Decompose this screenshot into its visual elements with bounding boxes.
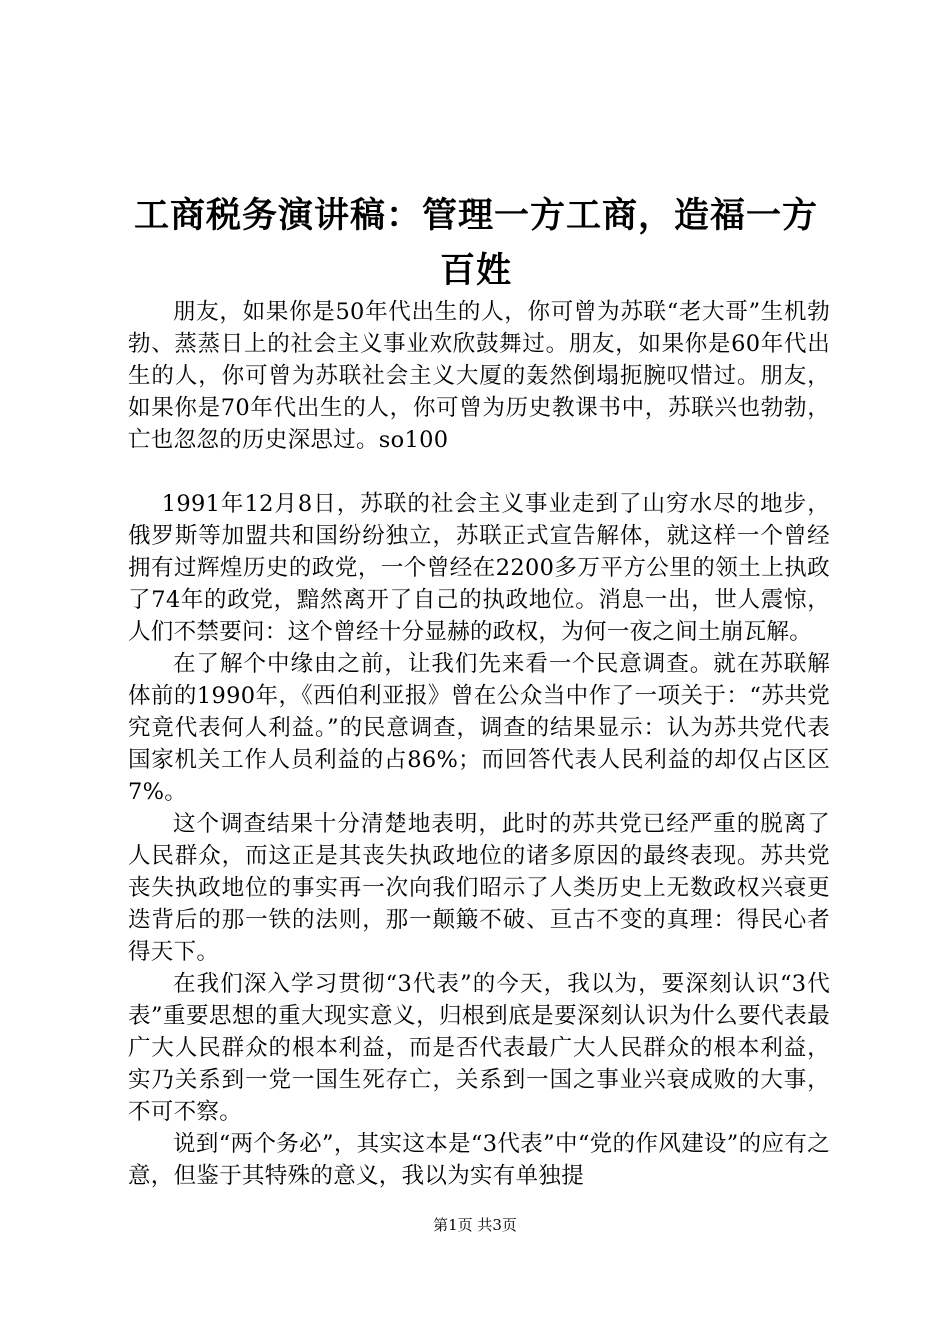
paragraph-4: 这个调查结果十分清楚地表明，此时的苏共党已经严重的脱离了人民群众，而这正是其丧失执政地位的诸多原因的最终表现。苏共党丧失执政地位的事实再一次向我们昭示了人类历史上无数政权兴衰更迭背后的那一铁的法则，那一颠簸不破、亘古不变的真理：得民心者得天下。 — [128, 811, 830, 965]
document-body — [128, 296, 830, 1192]
document-title: 工商税务演讲稿：管理一方工商，造福一方百姓 — [133, 195, 818, 291]
page-footer: 第1页 共3页 — [433, 1216, 517, 1234]
paragraph-2: 1991年12月8日，苏联的社会主义事业走到了山穷水尽的地步，俄罗斯等加盟共和国纷纷独立，苏联正式宣告解体，就这样一个曾经拥有过辉煌历史的政党，一个曾经在2200多万平方公里的领土上执政了74年的政党，黯然离开了自己的执政地位。消息一出，世人震惊，人们不禁要问：这个曾经十分显赫的政权，为何一夜之间土崩瓦解。 — [128, 491, 830, 645]
paragraph-1: 朋友，如果你是50年代出生的人，你可曾为苏联“老大哥”生机勃勃、蒸蒸日上的社会主义事业欢欣鼓舞过。朋友，如果你是60年代出生的人，你可曾为苏联社会主义大厦的轰然倒塌扼腕叹惜过。朋友，如果你是70年代出生的人，你可曾为历史教课书中，苏联兴也勃勃，亡也忽忽的历史深思过。so100 — [128, 299, 830, 453]
paragraph-3: 在了解个中缘由之前，让我们先来看一个民意调查。就在苏联解体前的1990年，《西伯利亚报》曾在公众当中作了一项关于：“苏共党究竟代表何人利益。”的民意调查，调查的结果显示：认为苏共党代表国家机关工作人员利益的占86%；而回答代表人民利益的却仅占区区7%。 — [128, 651, 830, 805]
paragraph-5: 在我们深入学习贯彻“3代表”的今天，我以为，要深刻认识“3代表”重要思想的重大现实意义，归根到底是要深刻认识为什么要代表最广大人民群众的根本利益，而是否代表最广大人民群众的根本利益，实乃关系到一党一国生死存亡，关系到一国之事业兴衰成败的大事，不可不察。 — [128, 971, 830, 1125]
paragraph-6: 说到“两个务必”，其实这本是“3代表”中“党的作风建设”的应有之意，但鉴于其特殊的意义，我以为实有单独提 — [128, 1131, 830, 1189]
